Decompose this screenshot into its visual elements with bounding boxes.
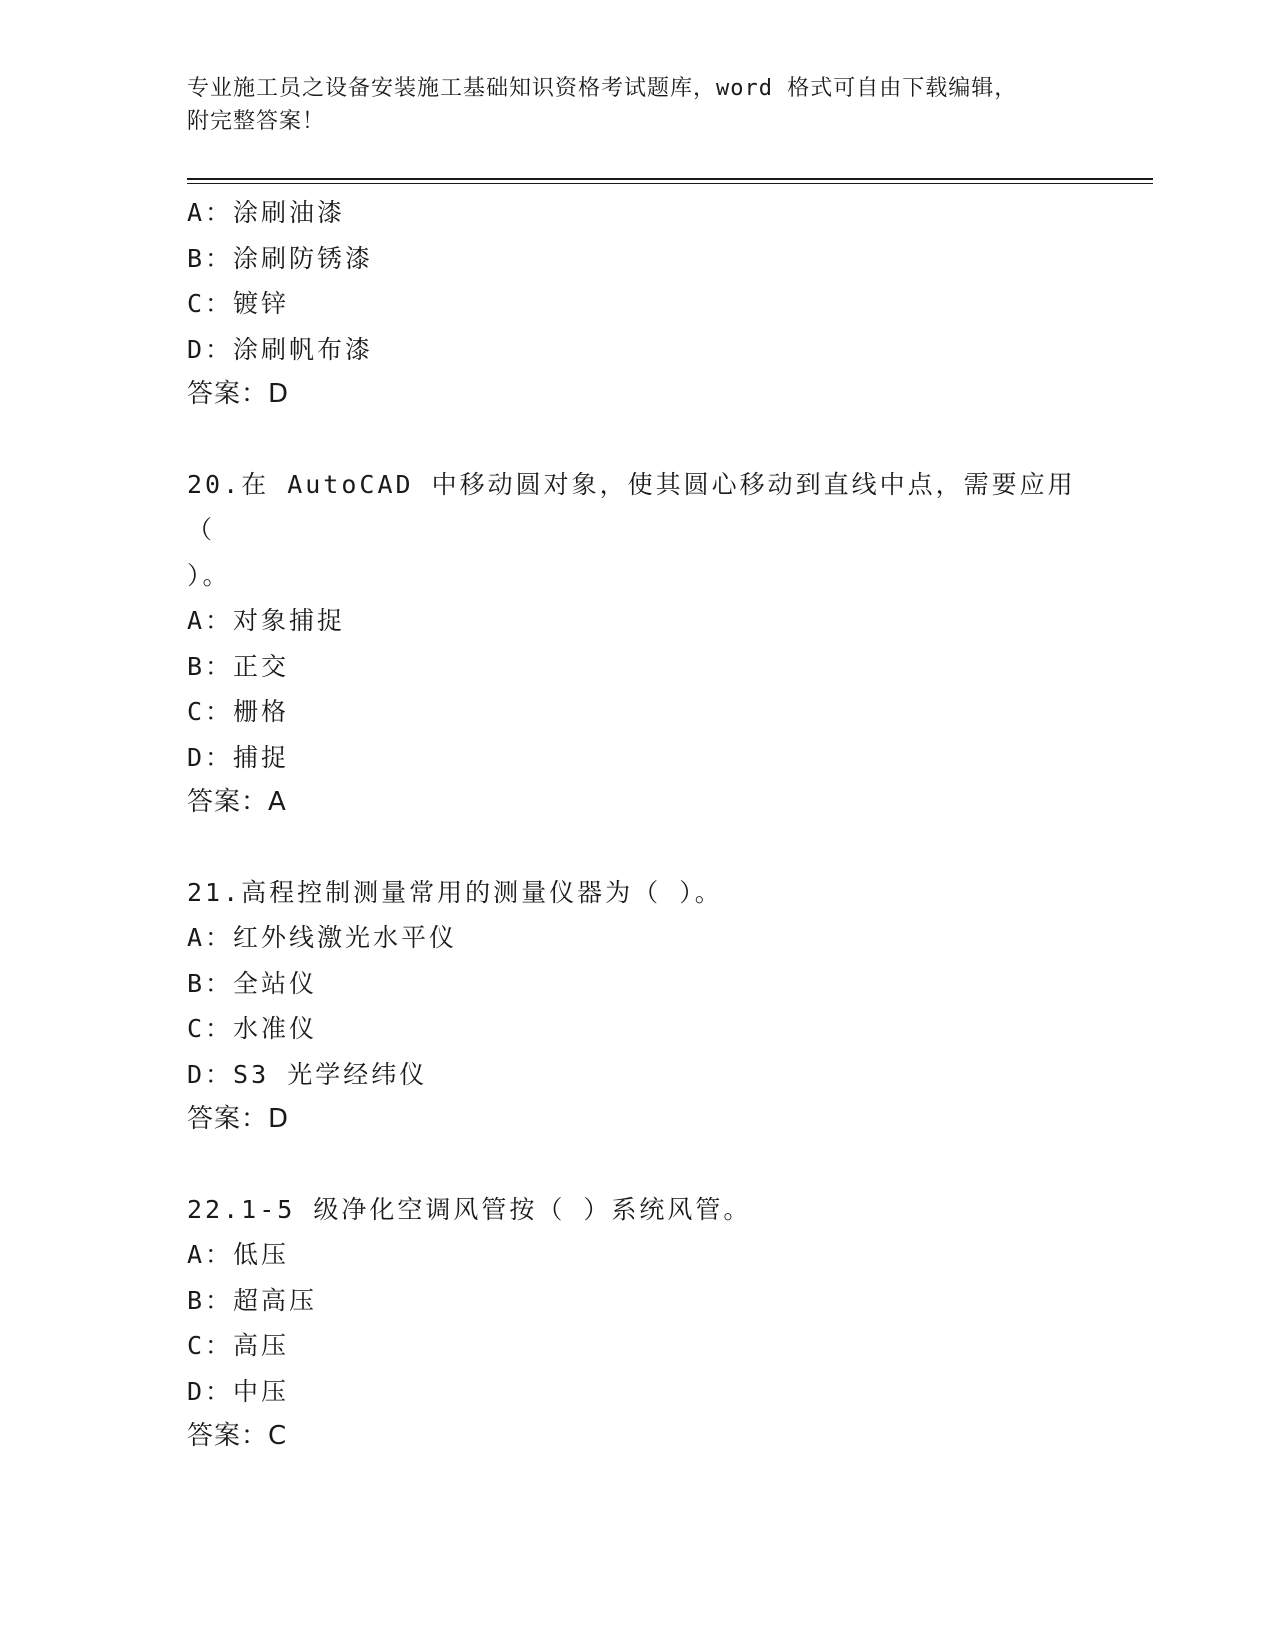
- spacer: [187, 1143, 1087, 1187]
- spacer: [187, 418, 1087, 462]
- option-c: C：栅格: [187, 697, 290, 726]
- option-b: B：超高压: [187, 1285, 318, 1315]
- question-stem: 22.1-5 级净化空调风管按（ ）系统风管。: [187, 1194, 752, 1224]
- option-d: D：捕捉: [187, 742, 290, 772]
- option-d: D：中压: [187, 1376, 290, 1406]
- answer-line: 答案：D: [187, 379, 290, 409]
- question-22-block: [187, 1187, 1087, 1460]
- option-c: C：高压: [187, 1331, 290, 1360]
- spacer: [187, 826, 1087, 870]
- option-c: C：水准仪: [187, 1014, 318, 1043]
- question-stem-line-1: 20.在 AutoCAD 中移动圆对象，使其圆心移动到直线中点，需要应用（: [187, 469, 1076, 544]
- header-divider-thick: [187, 178, 1153, 180]
- option-d: D：S3 光学经纬仪: [187, 1059, 428, 1089]
- option-a: A：低压: [187, 1240, 290, 1269]
- answer-line: 答案：A: [187, 787, 287, 817]
- question-19-block: [187, 190, 1087, 418]
- header-divider-thin: [187, 183, 1153, 184]
- option-a: A：涂刷油漆: [187, 198, 346, 227]
- question-stem: 21.高程控制测量常用的测量仪器为（ ）。: [187, 877, 723, 907]
- question-stem-line-2: ）。: [187, 560, 231, 590]
- question-21-block: [187, 870, 1087, 1143]
- option-d: D：涂刷帆布漆: [187, 334, 374, 364]
- option-b: B：全站仪: [187, 968, 318, 998]
- option-b: B：涂刷防锈漆: [187, 243, 374, 273]
- document-header: [187, 72, 1087, 138]
- question-list: [187, 190, 1087, 1460]
- answer-line: 答案：D: [187, 1104, 290, 1134]
- option-b: B：正交: [187, 651, 290, 681]
- header-line-2: 附完整答案！: [187, 109, 326, 134]
- option-a: A：红外线激光水平仪: [187, 923, 458, 952]
- option-a: A：对象捕捉: [187, 606, 346, 635]
- option-c: C：镀锌: [187, 289, 290, 318]
- answer-line: 答案：C: [187, 1421, 288, 1451]
- question-20-block: [187, 462, 1087, 826]
- header-line-1: 专业施工员之设备安装施工基础知识资格考试题库，word 格式可自由下载编辑，: [187, 76, 1018, 101]
